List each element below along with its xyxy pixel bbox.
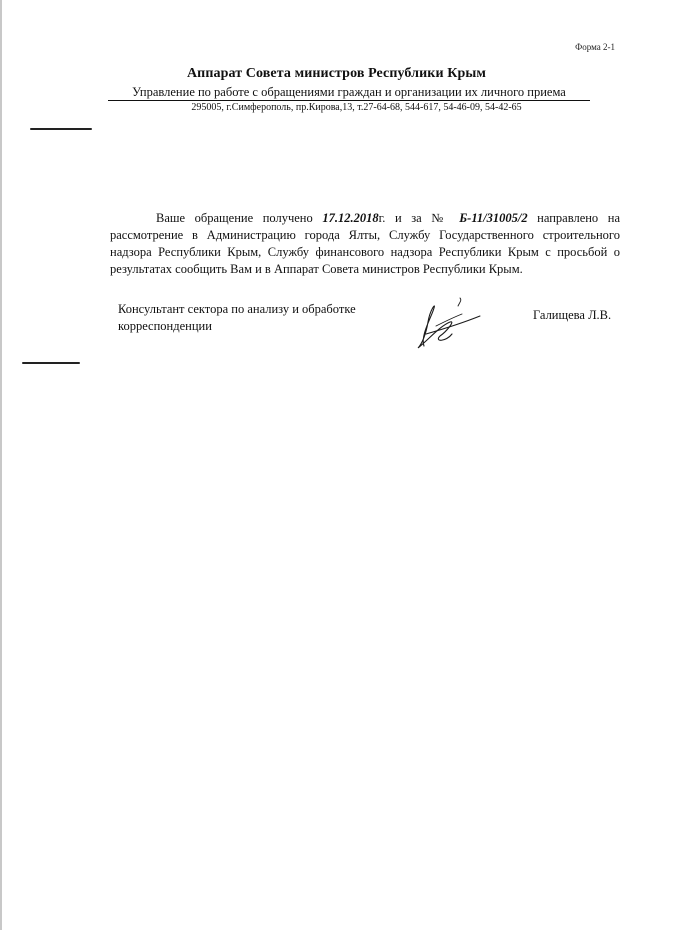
- received-date: 17.12.2018: [322, 211, 379, 225]
- scan-edge-line: [0, 0, 2, 930]
- margin-mark-bottom: [22, 362, 80, 364]
- signer-name: Галищева Л.В.: [533, 308, 612, 322]
- body-text-part-3: направлено на рассмотрение в Администрацию города Ялты, Службу Государственного строительного надзора Республики Крым, Службу финансового надзора Республики Крым с просьбой о результатах сообщить Вам и в Аппарат Совета министров Республики Крым.: [110, 211, 620, 276]
- body-text-part-1: Ваше обращение получено: [156, 211, 323, 225]
- form-number: Форма 2-1: [575, 42, 615, 52]
- letter-body: [110, 210, 620, 278]
- organization-address: 295005, г.Симферополь, пр.Кирова,13, т.27-64-68, 544-617, 54-46-09, 54-42-65: [191, 102, 522, 113]
- margin-mark-top: [30, 128, 92, 130]
- body-text-part-2: г. и за №: [378, 211, 460, 225]
- department-name: Управление по работе с обращениями граждан и организации их личного приема: [108, 85, 590, 101]
- reference-number: Б-11/31005/2: [459, 211, 528, 225]
- organization-title: Аппарат Совета министров Республики Крым: [186, 66, 487, 81]
- handwritten-signature: [410, 296, 490, 356]
- signer-position: Консультант сектора по анализу и обработке корреспонденции: [118, 302, 356, 333]
